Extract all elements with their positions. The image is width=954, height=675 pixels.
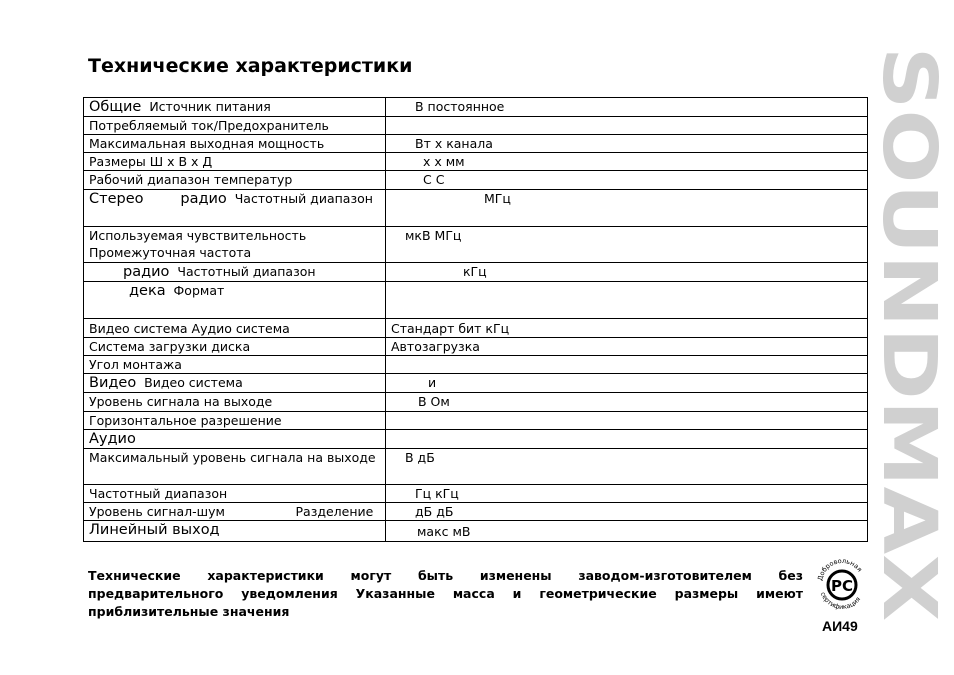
table-row [84,430,868,449]
brand-text: SOUNDMAX [866,46,952,535]
table-row [84,319,868,338]
row-value [386,412,868,430]
row-label: Рабочий диапазон температур [84,171,386,190]
table-row [84,338,868,356]
row-value: В дБ [386,449,868,485]
section-label: Аудио [89,431,136,447]
table-row [84,98,868,117]
row-value: В Ом [386,393,868,412]
table-row [84,171,868,190]
row-label: Потребляемый ток/Предохранитель [84,117,386,135]
row-value: Автозагрузка [386,338,868,356]
row-value [386,282,868,319]
row-value: дБ дБ [386,503,868,521]
row-label: Формат [173,283,225,298]
row-value: и [386,374,868,393]
row-value: МГц [386,190,868,227]
section-label: Линейный выход [89,522,220,538]
section-label: дека [129,283,166,299]
row-value: Гц кГц [386,485,868,503]
row-label: Источник питания [149,99,271,114]
row-value [386,356,868,374]
row-label: Частотный диапазон [234,191,373,206]
section-label: Общие [89,99,142,115]
row-label: Частотный диапазон [84,485,386,503]
cert-mark-text: РС [831,577,854,595]
brand-logo [866,44,952,624]
certification-mark [816,553,868,613]
page-title: Технические характеристики [88,55,413,77]
table-row [84,227,868,263]
footnote: Технические характеристики могут быть изменены заводом-изготовителем без предварительного уведомления Указанные масса и геометрические размеры имеют приблизительные значения [88,568,803,619]
table-row [84,521,868,542]
table-row [84,393,868,412]
table-row [84,356,868,374]
table-row [84,263,868,282]
page-number: АИ49 [822,618,858,634]
table-row [84,503,868,521]
cert-bottom-text: сертификация [818,590,863,612]
row-label: Максимальная выходная мощность [84,135,386,153]
row-value: х х мм [386,153,868,171]
row-label: Частотный диапазон [177,264,316,279]
section-label: радио [123,264,170,280]
row-label-secondary: Разделение [295,504,374,519]
section-label: Видео [89,375,137,391]
row-value [386,430,868,449]
row-value: мкВ МГц [386,227,868,263]
row-value: Стандарт бит кГц [386,319,868,338]
row-label: Максимальный уровень сигнала на выходе [84,449,386,485]
row-label: Угол монтажа [84,356,386,374]
certification-icon [816,553,868,613]
row-label: Видео система Аудио система [84,319,386,338]
spec-table [83,97,868,542]
row-value: С С [386,171,868,190]
section-label: Стерео радио [89,191,227,207]
row-label: Используемая чувствительность Промежуточная частота [84,227,386,263]
row-value: кГц [386,263,868,282]
table-row [84,374,868,393]
row-value: макс мВ [386,521,868,542]
cert-top-text: Добровольная [816,556,864,582]
row-value: В постоянное [386,98,868,117]
row-value [386,117,868,135]
table-row [84,135,868,153]
row-label: Уровень сигнал-шум [89,504,225,519]
row-label: Размеры Ш х В х Д [84,153,386,171]
row-value: Вт х канала [386,135,868,153]
row-label: Видео система [144,375,243,390]
table-row [84,412,868,430]
table-row [84,485,868,503]
table-row [84,117,868,135]
table-row [84,153,868,171]
table-row [84,282,868,319]
row-label: Горизонтальное разрешение [84,412,386,430]
row-label: Система загрузки диска [84,338,386,356]
table-row [84,190,868,227]
row-label: Уровень сигнала на выходе [84,393,386,412]
table-row [84,449,868,485]
